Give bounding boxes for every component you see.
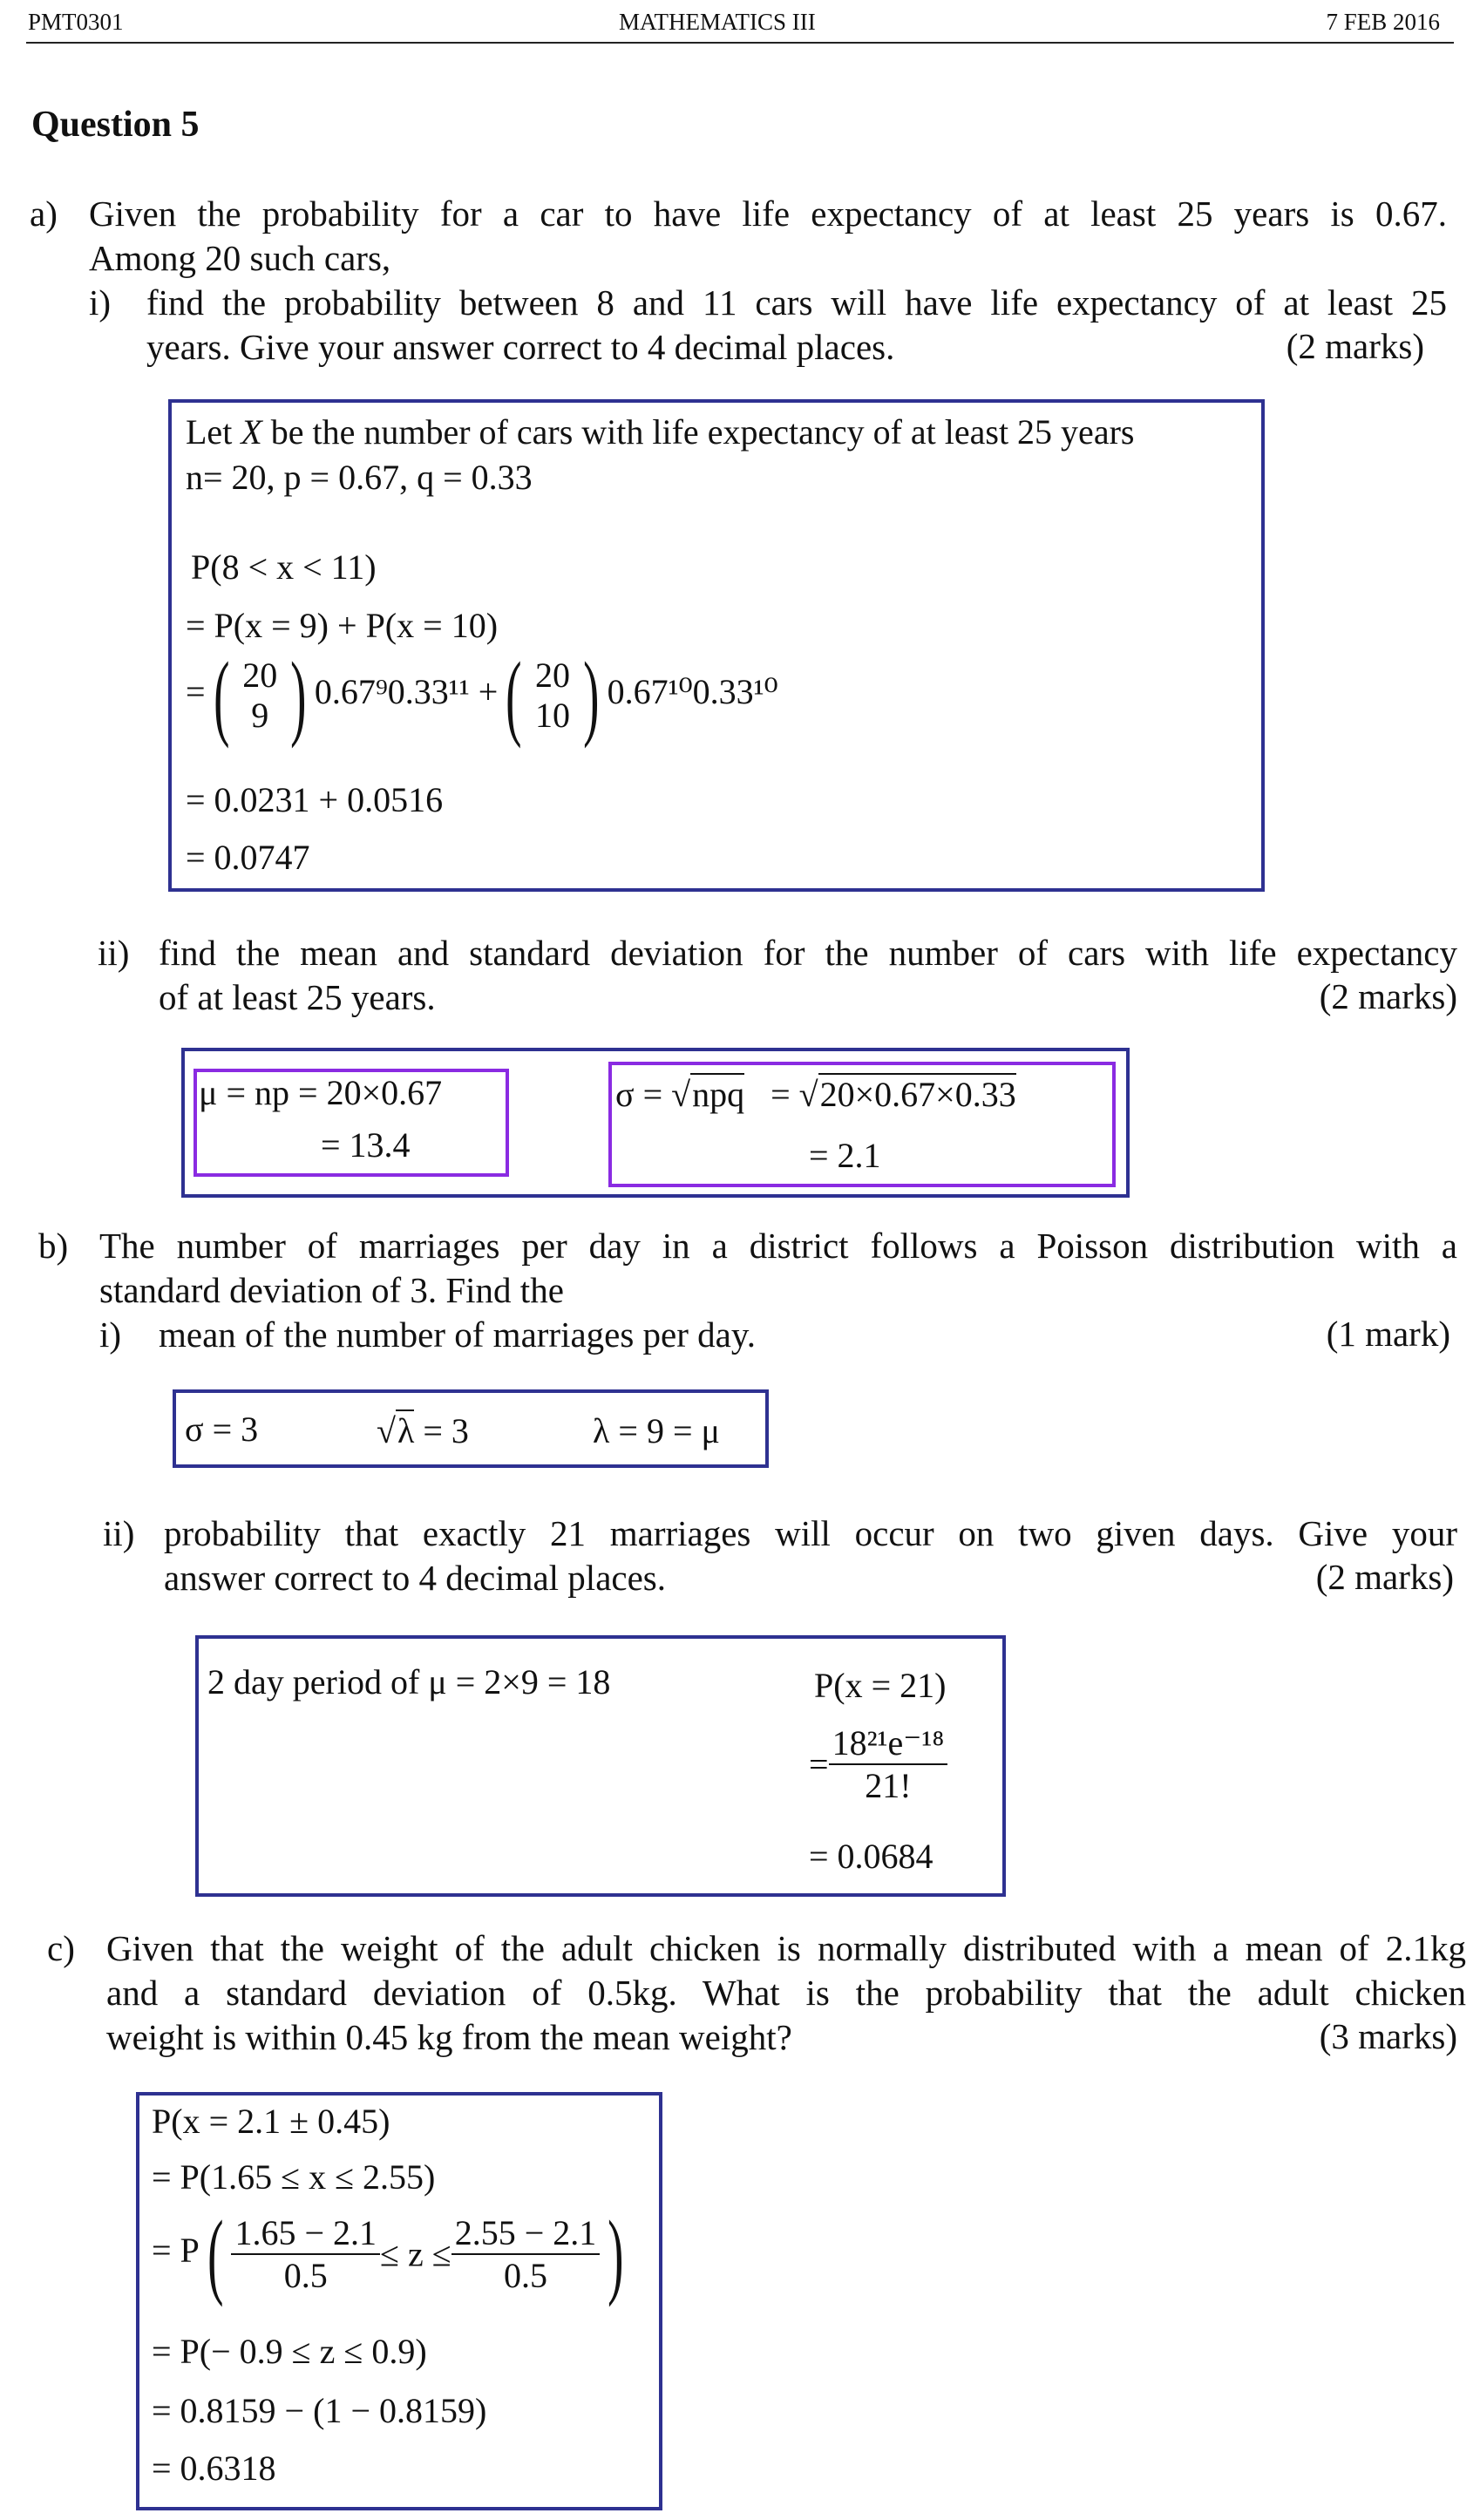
course-name: MATHEMATICS III <box>619 9 816 35</box>
answer-box-a-ii <box>181 1048 1130 1198</box>
poisson-prob: P(x = 21) <box>814 1666 947 1705</box>
c-step-6: = 0.6318 <box>152 2449 276 2488</box>
part-a-line1: Given the probability for a car to have life expectancy of at least 25 years is 0.67. <box>89 194 1447 234</box>
step-2: = P(x = 9) + P(x = 10) <box>186 606 499 645</box>
lambda-value: λ = 9 = μ <box>593 1411 720 1450</box>
sqrt-lambda: √λ = 3 <box>377 1411 469 1450</box>
part-a-line2: Among 20 such cars, <box>89 238 391 278</box>
part-b-label: b) <box>38 1226 69 1266</box>
question-title: Question 5 <box>31 105 200 145</box>
answer-box-a-i <box>168 399 1265 892</box>
two-day-mean: 2 day period of μ = 2×9 = 18 <box>207 1662 611 1702</box>
mean-formula: μ = np = 20×0.67 <box>199 1073 443 1112</box>
part-a-i-line1: find the probability between 8 and 11 cars will have life expectancy of at least 25 <box>146 282 1447 323</box>
part-c-line1: Given that the weight of the adult chicken is normally distributed with a mean of 2.1kg <box>106 1928 1466 1968</box>
exam-date: 7 FEB 2016 <box>1326 9 1440 35</box>
c-step-1: P(x = 2.1 ± 0.45) <box>152 2102 390 2141</box>
part-c-marks: (3 marks) <box>1319 2016 1457 2056</box>
c-step-5: = 0.8159 − (1 − 0.8159) <box>152 2391 487 2430</box>
part-a-ii-line2: of at least 25 years. <box>159 977 436 1017</box>
part-b-ii-label: ii) <box>103 1513 135 1553</box>
part-a-ii-label: ii) <box>98 933 130 973</box>
part-b-ii-line2: answer correct to 4 decimal places. <box>164 1558 667 1598</box>
part-a-ii-marks: (2 marks) <box>1319 976 1457 1016</box>
part-a-i-line2: years. Give your answer correct to 4 decimal places. <box>146 327 895 367</box>
step-5: = 0.0747 <box>186 838 310 877</box>
params: n= 20, p = 0.67, q = 0.33 <box>186 458 533 497</box>
let-statement: Let X be the number of cars with life expectancy of at least 25 years <box>186 412 1135 452</box>
sd-box <box>608 1062 1116 1187</box>
part-b-ii-marks: (2 marks) <box>1315 1557 1454 1597</box>
part-b-line1: The number of marriages per day in a district follows a Poisson distribution with a <box>99 1226 1457 1266</box>
header-rule <box>26 42 1454 44</box>
answer-box-b-ii <box>195 1635 1006 1897</box>
part-a-i-label: i) <box>89 282 112 323</box>
part-b-i-label: i) <box>99 1314 122 1355</box>
sigma-value: σ = 3 <box>185 1409 259 1449</box>
step-1: P(8 < x < 11) <box>191 547 377 587</box>
part-a-label: a) <box>30 194 58 234</box>
c-step-2: = P(1.65 ≤ x ≤ 2.55) <box>152 2157 436 2197</box>
sd-value: = 2.1 <box>809 1136 881 1175</box>
mean-value: = 13.4 <box>321 1125 411 1165</box>
poisson-formula: = $\frac{\text{18²¹e⁻¹⁸}}{21!}$ <box>809 1722 947 1806</box>
part-b-i-text: mean of the number of marriages per day. <box>159 1314 756 1355</box>
course-code: PMT0301 <box>28 9 124 35</box>
part-a-ii-line1: find the mean and standard deviation for the number of cars with life expectancy <box>159 933 1457 973</box>
step-4: = 0.0231 + 0.0516 <box>186 780 444 819</box>
c-step-4: = P(− 0.9 ≤ z ≤ 0.9) <box>152 2332 427 2371</box>
c-step-3: = P( $\frac{1.65 - 2.1}{0.5}$ ≤ z ≤ $\frac{2.55 - 2.1}{0.5}$ ) <box>152 2201 624 2307</box>
part-b-i-marks: (1 mark) <box>1326 1314 1450 1354</box>
answer-box-b-i <box>173 1389 769 1468</box>
part-c-label: c) <box>47 1928 75 1968</box>
part-c-line2: and a standard deviation of 0.5kg. What is the probability that the adult chicken <box>106 1973 1466 2013</box>
part-c-line3: weight is within 0.45 kg from the mean weight? <box>106 2017 792 2057</box>
poisson-result: = 0.0684 <box>809 1837 933 1876</box>
part-a-i-marks: (2 marks) <box>1286 326 1424 366</box>
step-3: =( 20 9 ) 0.67⁹0.33¹¹ +( 20 10 ) 0.67¹⁰0.33¹⁰ <box>186 642 778 749</box>
part-b-line2: standard deviation of 3. Find the <box>99 1270 564 1310</box>
mean-box <box>193 1069 509 1177</box>
sd-formula: σ = √npq = √20×0.67×0.33 <box>615 1075 1016 1114</box>
part-b-ii-line1: probability that exactly 21 marriages will occur on two given days. Give your <box>164 1513 1457 1553</box>
answer-box-c <box>136 2092 662 2510</box>
